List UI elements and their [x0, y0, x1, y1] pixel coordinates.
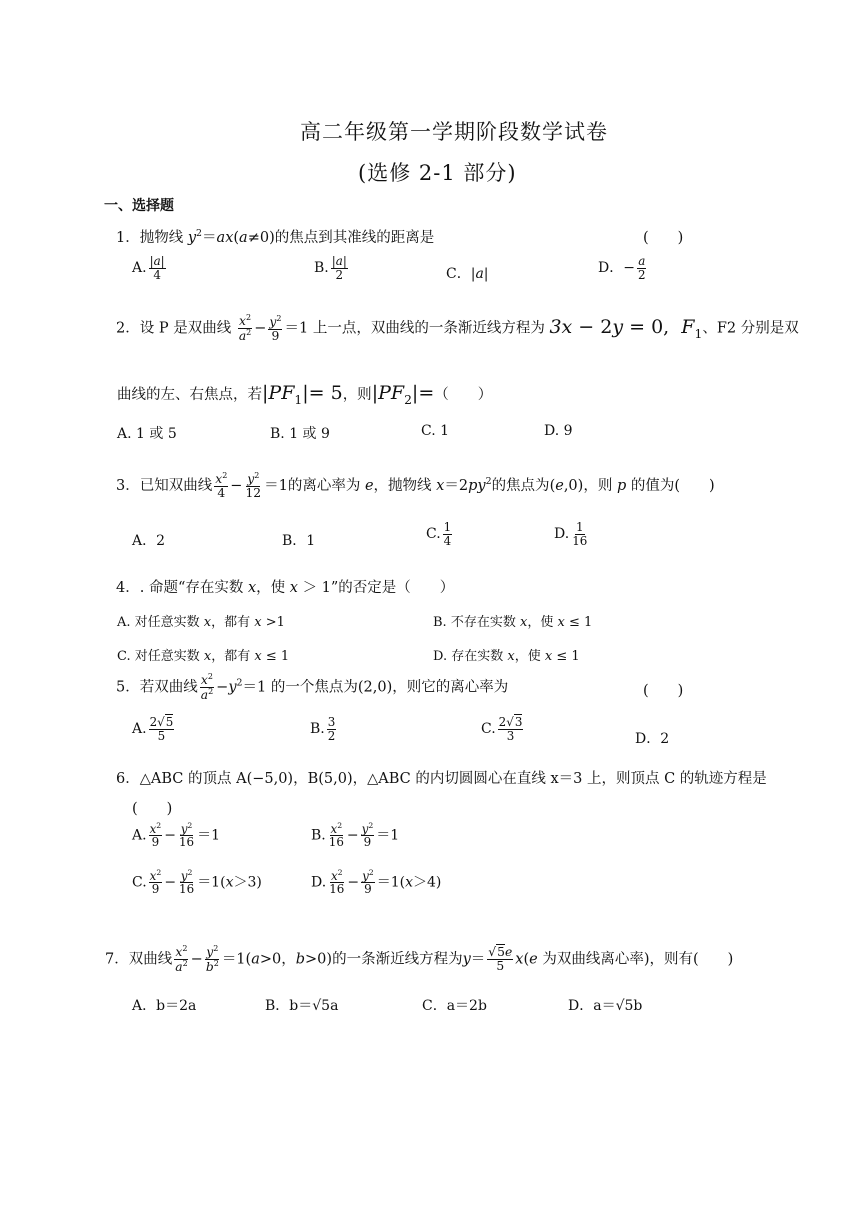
q5-option-d: D．2	[635, 731, 670, 747]
q3-option-a: A．2	[132, 533, 166, 549]
question-6-answer-paren: ( )	[132, 801, 173, 817]
q1-option-a: A. $\frac{|a|}{4}$	[132, 254, 165, 282]
q4-option-b: B. 不存在实数 x，使 x ≤ 1	[433, 615, 593, 630]
q1-option-c: C．|a|	[446, 266, 489, 282]
q6-option-d: D. $\frac{x^2}{16}$ − $\frac{y^2}{9}$ ＝1(x＞4)	[311, 868, 442, 897]
question-1: 1．抛物线 $y^2=ax(a\ne 0)$的焦点到其准线的距离是	[116, 228, 435, 246]
q2-option-c: C. 1	[421, 423, 450, 439]
question-5-answer-paren: ( )	[643, 683, 684, 699]
q4-option-d: D. 存在实数 x，使 x ≤ 1	[433, 649, 580, 664]
q5-option-b: B. $\frac{3}{2}$	[310, 715, 336, 743]
question-7: 7．双曲线 $\frac{x^2}{a^2}$ − $\frac{y^2}{b^2}$ ＝1(a>0，b>0)的一条渐近线方程为y＝ $\frac{√5e}{5}$ x(e 为双曲线离心率)，则有( )	[105, 944, 734, 975]
q2-option-d: D. 9	[544, 423, 573, 439]
question-3: 3．已知双曲线 $\frac{x^2}{4}$ − $\frac{y^2}{12}$ ＝1的离心率为 e，抛物线 $x=2py^2$的焦点为(e,0)，则 p 的值为( )	[116, 471, 715, 501]
question-2-line-1: 2．设 P 是双曲线 $\frac{x^2}{a^2}$ − $\frac{y^2}{9}$ ＝1 上一点，双曲线的一条渐近线方程为 3x − 2y = 0, $F_1$、F2 分别是双	[116, 313, 799, 344]
section-title: 一、选择题	[104, 198, 174, 214]
q5-option-c: C. $\frac{2√3}{3}$	[481, 715, 523, 743]
q7-option-d: D．a＝√5b	[568, 998, 643, 1014]
q1-option-d: D．− $\frac{a}{2}$	[598, 254, 646, 282]
q2-option-b: B. 1 或 9	[270, 426, 330, 442]
q4-option-c: C. 对任意实数 x，都有 x ≤ 1	[117, 649, 290, 664]
q2-option-a: A. 1 或 5	[117, 426, 177, 442]
question-5: 5．若双曲线 $\frac{x^2}{a^2}$ $-y^2=1$ 的一个焦点为(2,0)，则它的离心率为	[116, 672, 509, 703]
q7-option-c: C．a＝2b	[422, 998, 487, 1014]
q3-option-c: C. $\frac{1}{4}$	[426, 520, 452, 548]
q5-option-a: A. $\frac{2√5}{5}$	[132, 715, 174, 743]
page-title: 高二年级第一学期阶段数学试卷	[300, 120, 608, 144]
q7-option-a: A．b＝2a	[132, 998, 197, 1014]
q1-option-b: B. $\frac{|a|}{2}$	[314, 254, 347, 282]
q6-option-c: C. $\frac{x^2}{9}$ − $\frac{y^2}{16}$ ＝1(x＞3)	[132, 868, 262, 897]
question-2-line-2: 曲线的左、右焦点，若$|PF_1|= 5$，则$|PF_2|=$（ ）	[117, 382, 493, 407]
q3-option-d: D. $\frac{1}{16}$	[554, 520, 588, 548]
question-4: 4．. 命题“存在实数 x，使 x ＞ 1”的否定是（ ）	[116, 580, 455, 596]
q6-option-a: A. $\frac{x^2}{9}$ − $\frac{y^2}{16}$ ＝1	[132, 821, 220, 850]
q7-option-b: B．b＝√5a	[265, 998, 339, 1014]
page-subtitle: (选修 2-1 部分)	[358, 161, 517, 185]
q3-option-b: B．1	[282, 533, 316, 549]
question-6: 6．△ABC 的顶点 A(−5,0)，B(5,0)，△ABC 的内切圆圆心在直线 x＝3 上，则顶点 C 的轨迹方程是	[116, 771, 767, 787]
q4-option-a: A. 对任意实数 x，都有 x >1	[117, 615, 285, 630]
question-1-answer-paren: ( )	[643, 230, 684, 246]
q6-option-b: B. $\frac{x^2}{16}$ − $\frac{y^2}{9}$ ＝1	[311, 821, 400, 850]
